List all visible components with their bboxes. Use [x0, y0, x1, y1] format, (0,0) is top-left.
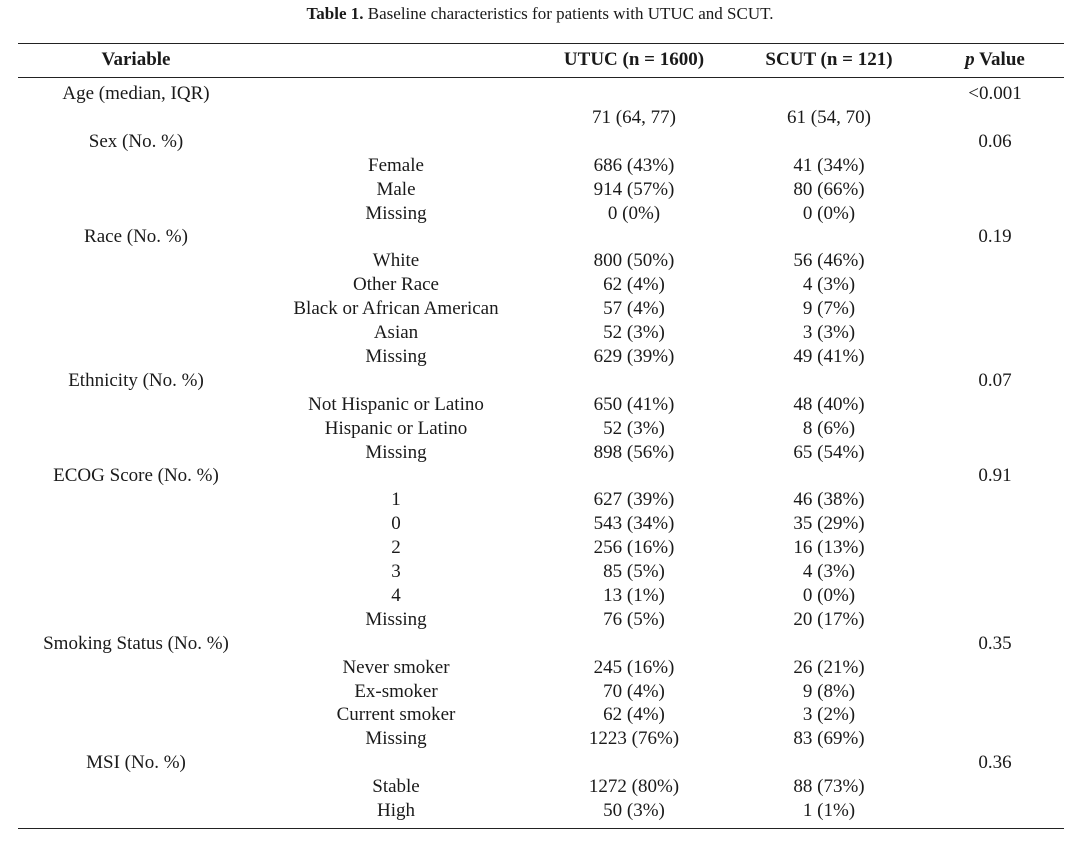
utuc-cell: 800 (50%)	[593, 250, 675, 271]
table-row	[0, 560, 1080, 584]
scut-cell: 61 (54, 70)	[787, 107, 871, 128]
utuc-cell: 62 (4%)	[603, 704, 665, 725]
utuc-cell: 627 (39%)	[593, 489, 675, 510]
utuc-cell: 0 (0%)	[607, 203, 661, 224]
table-row	[0, 130, 1080, 154]
scut-cell: 83 (69%)	[793, 728, 865, 749]
utuc-cell: 62 (4%)	[603, 274, 665, 295]
category-cell: Missing	[365, 609, 427, 630]
category-cell: Missing	[365, 442, 427, 463]
scut-cell: 26 (21%)	[793, 657, 865, 678]
utuc-cell: 245 (16%)	[593, 657, 675, 678]
category-cell: White	[372, 250, 420, 271]
category-cell: Never smoker	[342, 657, 450, 678]
table-row	[0, 656, 1080, 680]
utuc-cell: 76 (5%)	[603, 609, 665, 630]
table-row	[0, 703, 1080, 727]
category-cell: 1	[391, 489, 401, 510]
table-row	[0, 608, 1080, 632]
utuc-cell: 57 (4%)	[603, 298, 665, 319]
table-row	[0, 799, 1080, 823]
utuc-cell: 650 (41%)	[593, 394, 675, 415]
scut-cell: 4 (3%)	[802, 274, 856, 295]
category-cell: Stable	[372, 776, 420, 797]
category-cell: Missing	[365, 728, 427, 749]
table-caption-text: Baseline characteristics for patients with UTUC and SCUT.	[367, 4, 774, 23]
scut-cell: 49 (41%)	[793, 346, 865, 367]
table-top-rule	[18, 43, 1064, 44]
table-row	[0, 417, 1080, 441]
category-cell: 0	[391, 513, 401, 534]
table-row	[0, 273, 1080, 297]
category-cell: Missing	[365, 346, 427, 367]
table-caption	[0, 4, 1080, 24]
utuc-cell: 50 (3%)	[603, 800, 665, 821]
utuc-cell: 898 (56%)	[593, 442, 675, 463]
table-row	[0, 106, 1080, 130]
table-row	[0, 680, 1080, 704]
table-row	[0, 751, 1080, 775]
column-header-p-value	[965, 48, 1025, 72]
table-row	[0, 249, 1080, 273]
scut-cell: 9 (8%)	[802, 681, 856, 702]
table-row	[0, 512, 1080, 536]
utuc-cell: 543 (34%)	[593, 513, 675, 534]
table-row	[0, 584, 1080, 608]
category-cell: Female	[368, 155, 424, 176]
category-cell: High	[377, 800, 415, 821]
p-value-cell: 0.06	[978, 131, 1012, 152]
scut-cell: 20 (17%)	[793, 609, 865, 630]
table-row	[0, 297, 1080, 321]
table-row	[0, 727, 1080, 751]
table-caption-label: Table 1.	[306, 4, 364, 23]
table-row	[0, 632, 1080, 656]
category-cell: Hispanic or Latino	[324, 418, 468, 439]
scut-cell: 3 (3%)	[802, 322, 856, 343]
table-row	[0, 488, 1080, 512]
utuc-cell: 13 (1%)	[603, 585, 665, 606]
category-cell: Missing	[365, 203, 427, 224]
utuc-cell: 52 (3%)	[603, 322, 665, 343]
table-row	[0, 369, 1080, 393]
column-header-utuc: UTUC (n = 1600)	[563, 49, 705, 70]
utuc-cell: 70 (4%)	[603, 681, 665, 702]
scut-cell: 88 (73%)	[793, 776, 865, 797]
utuc-cell: 1272 (80%)	[588, 776, 680, 797]
p-value-cell: <0.001	[968, 83, 1022, 104]
table-row	[0, 154, 1080, 178]
p-value-cell: 0.19	[978, 226, 1012, 247]
scut-cell: 9 (7%)	[802, 298, 856, 319]
category-cell: Black or African American	[293, 298, 499, 319]
table-bottom-rule	[18, 828, 1064, 829]
scut-cell: 48 (40%)	[793, 394, 865, 415]
utuc-cell: 629 (39%)	[593, 346, 675, 367]
scut-cell: 56 (46%)	[793, 250, 865, 271]
table-row	[0, 536, 1080, 560]
variable-cell: MSI (No. %)	[86, 752, 186, 773]
scut-cell: 0 (0%)	[802, 585, 856, 606]
column-header-variable: Variable	[101, 49, 171, 70]
p-value-label: Value	[974, 49, 1025, 70]
table-row	[0, 775, 1080, 799]
utuc-cell: 256 (16%)	[593, 537, 675, 558]
scut-cell: 80 (66%)	[793, 179, 865, 200]
table-row	[0, 225, 1080, 249]
variable-cell: Age (median, IQR)	[62, 83, 210, 104]
category-cell: Male	[376, 179, 416, 200]
column-header-scut: SCUT (n = 121)	[765, 49, 893, 70]
utuc-cell: 71 (64, 77)	[592, 107, 676, 128]
scut-cell: 0 (0%)	[802, 203, 856, 224]
table-row	[0, 464, 1080, 488]
p-value-cell: 0.07	[978, 370, 1012, 391]
scut-cell: 46 (38%)	[793, 489, 865, 510]
scut-cell: 8 (6%)	[802, 418, 856, 439]
variable-cell: Race (No. %)	[84, 226, 188, 247]
variable-cell: Ethnicity (No. %)	[68, 370, 204, 391]
p-value-symbol: p	[965, 49, 975, 70]
p-value-cell: 0.35	[978, 633, 1012, 654]
p-value-cell: 0.91	[978, 465, 1012, 486]
category-cell: 4	[391, 585, 401, 606]
table-row	[0, 345, 1080, 369]
utuc-cell: 85 (5%)	[603, 561, 665, 582]
scut-cell: 16 (13%)	[793, 537, 865, 558]
category-cell: Not Hispanic or Latino	[308, 394, 484, 415]
utuc-cell: 686 (43%)	[593, 155, 675, 176]
category-cell: 2	[391, 537, 401, 558]
category-cell: Current smoker	[336, 704, 456, 725]
category-cell: Other Race	[353, 274, 439, 295]
scut-cell: 35 (29%)	[793, 513, 865, 534]
table-row	[0, 393, 1080, 417]
category-cell: Asian	[373, 322, 419, 343]
table-row	[0, 441, 1080, 465]
table-row	[0, 202, 1080, 226]
category-cell: 3	[391, 561, 401, 582]
utuc-cell: 52 (3%)	[603, 418, 665, 439]
table-row	[0, 178, 1080, 202]
scut-cell: 3 (2%)	[802, 704, 856, 725]
p-value-cell: 0.36	[978, 752, 1012, 773]
table-header-rule	[18, 77, 1064, 78]
table-row	[0, 82, 1080, 106]
scut-cell: 4 (3%)	[802, 561, 856, 582]
scut-cell: 65 (54%)	[793, 442, 865, 463]
variable-cell: ECOG Score (No. %)	[53, 465, 219, 486]
variable-cell: Smoking Status (No. %)	[43, 633, 229, 654]
table-row	[0, 321, 1080, 345]
utuc-cell: 1223 (76%)	[588, 728, 680, 749]
scut-cell: 41 (34%)	[793, 155, 865, 176]
utuc-cell: 914 (57%)	[593, 179, 675, 200]
variable-cell: Sex (No. %)	[88, 131, 184, 152]
category-cell: Ex-smoker	[354, 681, 438, 702]
scut-cell: 1 (1%)	[802, 800, 856, 821]
